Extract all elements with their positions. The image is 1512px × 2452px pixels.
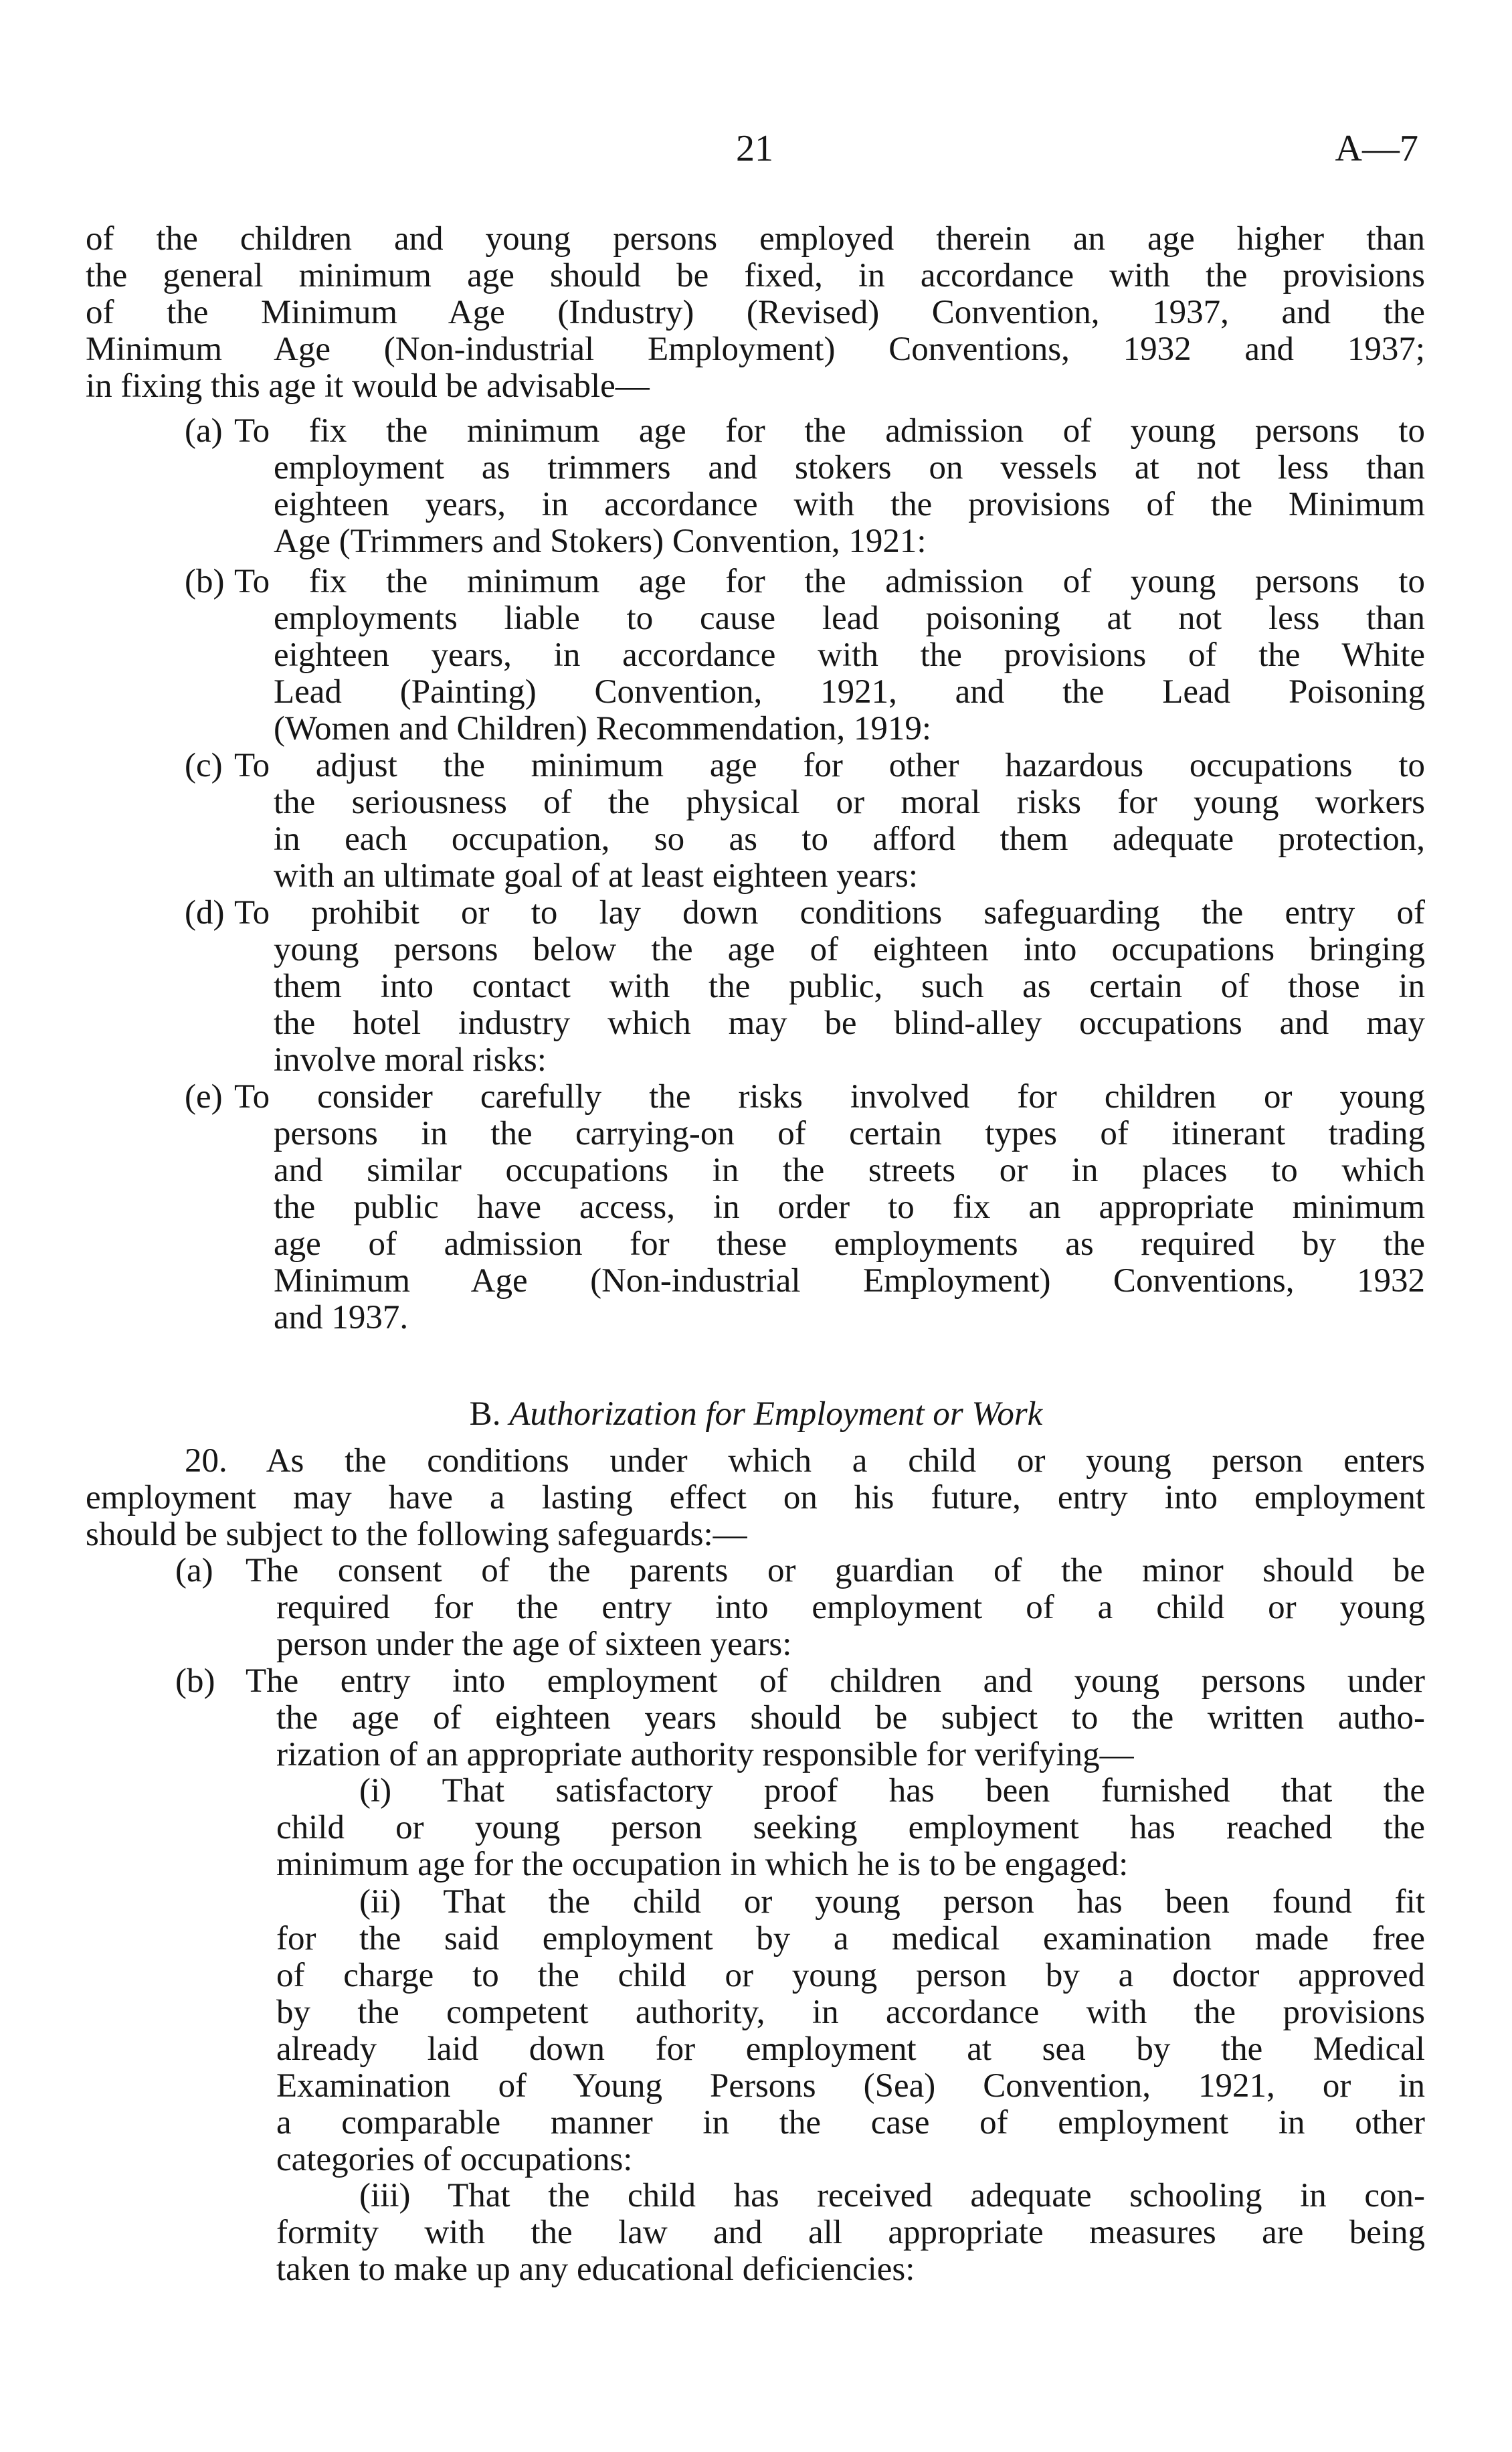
text-line	[86, 1626, 1425, 1663]
line-text: of the children and young persons employed therein an age higher than	[86, 220, 1425, 258]
text-line	[86, 1994, 1425, 2031]
text-line	[86, 1663, 1425, 1700]
line-text: in fixing this age it would be advisable—	[86, 367, 650, 405]
line-text: Minimum Age (Non-industrial Employment) Conventions, 1932	[274, 1262, 1425, 1300]
line-text: employment as trimmers and stokers on vessels at not less than	[274, 449, 1425, 487]
text-line	[86, 1226, 1425, 1263]
text-line	[86, 1152, 1425, 1189]
line-text: in each occupation, so as to afford them adequate protection,	[274, 820, 1425, 858]
text-line	[86, 1589, 1425, 1626]
text-line	[86, 1810, 1425, 1846]
line-text: the age of eighteen years should be subject to the written autho-	[276, 1699, 1425, 1737]
text-line	[86, 1480, 1425, 1516]
text-line	[86, 331, 1425, 368]
section-heading	[0, 1396, 1512, 1433]
line-text: child or young person seeking employment has reached the	[276, 1809, 1425, 1846]
text-line	[86, 2251, 1425, 2288]
line-text: the seriousness of the physical or moral risks for young workers	[274, 784, 1425, 821]
text-line	[86, 1516, 1425, 1553]
text-line	[86, 258, 1425, 294]
line-text: young persons below the age of eighteen into occupations bringing	[274, 931, 1425, 968]
line-text: (i) That satisfactory proof has been furnished that the	[359, 1772, 1425, 1810]
text-line	[86, 2214, 1425, 2251]
line-text: formity with the law and all appropriate measures are being	[276, 2214, 1425, 2251]
text-line	[86, 563, 1425, 600]
item-label: (b)	[185, 563, 225, 600]
item-label: (e)	[185, 1078, 223, 1116]
text-line	[86, 1553, 1425, 1589]
section-heading-prefix: B.	[469, 1395, 501, 1433]
text-line	[86, 2178, 1425, 2214]
page-number: 21	[736, 128, 773, 169]
text-line	[86, 523, 1425, 560]
line-text: involve moral risks:	[274, 1041, 547, 1079]
line-text: Minimum Age (Non-industrial Employment) Conventions, 1932 and 1937;	[86, 331, 1425, 368]
text-line	[86, 1042, 1425, 1079]
text-line	[86, 2141, 1425, 2178]
line-text: To consider carefully the risks involved for children or young	[234, 1078, 1425, 1116]
text-line	[86, 1737, 1425, 1773]
list-item-b	[86, 563, 1425, 748]
line-text: To prohibit or to lay down conditions safeguarding the entry of	[234, 894, 1425, 932]
line-text: and 1937.	[274, 1299, 409, 1336]
text-line	[86, 413, 1425, 450]
text-line	[86, 1079, 1425, 1116]
text-line	[86, 600, 1425, 637]
text-line	[86, 2068, 1425, 2105]
line-text: a comparable manner in the case of employment in other	[276, 2104, 1425, 2141]
line-text: required for the entry into employment of a child or young	[276, 1589, 1425, 1626]
text-line	[86, 637, 1425, 674]
text-line	[86, 1957, 1425, 1994]
line-text: them into contact with the public, such as certain of those in	[274, 968, 1425, 1005]
safeguard-b	[86, 1663, 1425, 1773]
line-text: categories of occupations:	[276, 2141, 633, 2178]
line-text: with an ultimate goal of at least eighteen years:	[274, 857, 918, 895]
text-line	[86, 674, 1425, 711]
text-line	[86, 1700, 1425, 1737]
line-text: Lead (Painting) Convention, 1921, and the Lead Poisoning	[274, 673, 1425, 711]
line-text: and similar occupations in the streets or in places to which	[274, 1152, 1425, 1189]
list-item-c	[86, 748, 1425, 895]
paragraph-20	[86, 1443, 1425, 1553]
line-text: minimum age for the occupation in which he is to be engaged:	[276, 1846, 1129, 1883]
line-text: of the Minimum Age (Industry) (Revised) Convention, 1937, and the	[86, 294, 1425, 331]
section-heading-title: Authorization for Employment or Work	[509, 1395, 1043, 1433]
text-line	[86, 294, 1425, 331]
text-line	[86, 1189, 1425, 1226]
line-text: Examination of Young Persons (Sea) Convention, 1921, or in	[276, 2067, 1425, 2105]
list-item-d	[86, 895, 1425, 1079]
line-text: 20. As the conditions under which a child or young person enters	[185, 1442, 1425, 1480]
text-line	[86, 1884, 1425, 1921]
line-text: employments liable to cause lead poisoning at not less than	[274, 600, 1425, 637]
line-text: for the said employment by a medical examination made free	[276, 1920, 1425, 1957]
line-text: already laid down for employment at sea by the Medical	[276, 2030, 1425, 2068]
line-text: of charge to the child or young person by a doctor approved	[276, 1957, 1425, 1994]
text-line	[86, 2105, 1425, 2141]
line-text: by the competent authority, in accordance with the provisions	[276, 1994, 1425, 2031]
text-line	[86, 1300, 1425, 1336]
line-text: the hotel industry which may be blind-alley occupations and may	[274, 1004, 1425, 1042]
line-text: (iii) That the child has received adequate schooling in con-	[359, 2177, 1425, 2214]
line-text: taken to make up any educational deficiencies:	[276, 2251, 915, 2288]
text-line	[86, 368, 1425, 405]
text-line	[86, 487, 1425, 523]
text-line	[86, 932, 1425, 968]
item-label: (c)	[185, 747, 223, 784]
text-line	[86, 858, 1425, 895]
safeguard-b-ii	[86, 1884, 1425, 2178]
document-code: A—7	[1335, 128, 1418, 169]
text-line	[86, 221, 1425, 258]
text-line	[86, 895, 1425, 932]
line-text: Age (Trimmers and Stokers) Convention, 1921:	[274, 523, 927, 560]
line-text: The consent of the parents or guardian of the minor should be	[246, 1552, 1425, 1589]
text-line	[86, 1443, 1425, 1480]
line-text: eighteen years, in accordance with the provisions of the Minimum	[274, 486, 1425, 523]
line-text: person under the age of sixteen years:	[276, 1626, 792, 1663]
list-item-e	[86, 1079, 1425, 1336]
line-text: persons in the carrying-on of certain types of itinerant trading	[274, 1115, 1425, 1152]
safeguard-b-i	[86, 1773, 1425, 1883]
line-text: the general minimum age should be fixed, in accordance with the provisions	[86, 257, 1425, 294]
text-line	[86, 1116, 1425, 1152]
text-line	[86, 2031, 1425, 2068]
line-text: rization of an appropriate authority responsible for verifying—	[276, 1736, 1134, 1773]
line-text: The entry into employment of children and young persons under	[246, 1662, 1425, 1700]
line-text: should be subject to the following safeguards:—	[86, 1516, 747, 1553]
text-line	[86, 711, 1425, 748]
line-text: age of admission for these employments as required by the	[274, 1225, 1425, 1263]
text-line	[86, 1921, 1425, 1957]
line-text: employment may have a lasting effect on his future, entry into employment	[86, 1479, 1425, 1516]
text-line	[86, 748, 1425, 784]
text-line	[86, 1773, 1425, 1810]
item-label: (b)	[175, 1662, 215, 1700]
line-text: eighteen years, in accordance with the provisions of the White	[274, 636, 1425, 674]
item-label: (a)	[185, 412, 223, 450]
line-text: To fix the minimum age for the admission of young persons to	[234, 412, 1425, 450]
text-line	[86, 1005, 1425, 1042]
item-label: (a)	[175, 1552, 213, 1589]
line-text: (Women and Children) Recommendation, 1919:	[274, 710, 932, 748]
list-item-a	[86, 413, 1425, 560]
line-text: To adjust the minimum age for other hazardous occupations to	[234, 747, 1425, 784]
safeguard-b-iii	[86, 2178, 1425, 2288]
text-line	[86, 821, 1425, 858]
text-line	[86, 968, 1425, 1005]
safeguard-a	[86, 1553, 1425, 1663]
text-line	[86, 1263, 1425, 1300]
line-text: the public have access, in order to fix an appropriate minimum	[274, 1189, 1425, 1226]
line-text: (ii) That the child or young person has been found fit	[359, 1883, 1425, 1921]
text-line	[86, 450, 1425, 487]
text-line	[86, 1846, 1425, 1883]
intro-paragraph	[86, 221, 1425, 405]
text-line	[86, 784, 1425, 821]
item-label: (d)	[185, 894, 225, 932]
line-text: To fix the minimum age for the admission of young persons to	[234, 563, 1425, 600]
